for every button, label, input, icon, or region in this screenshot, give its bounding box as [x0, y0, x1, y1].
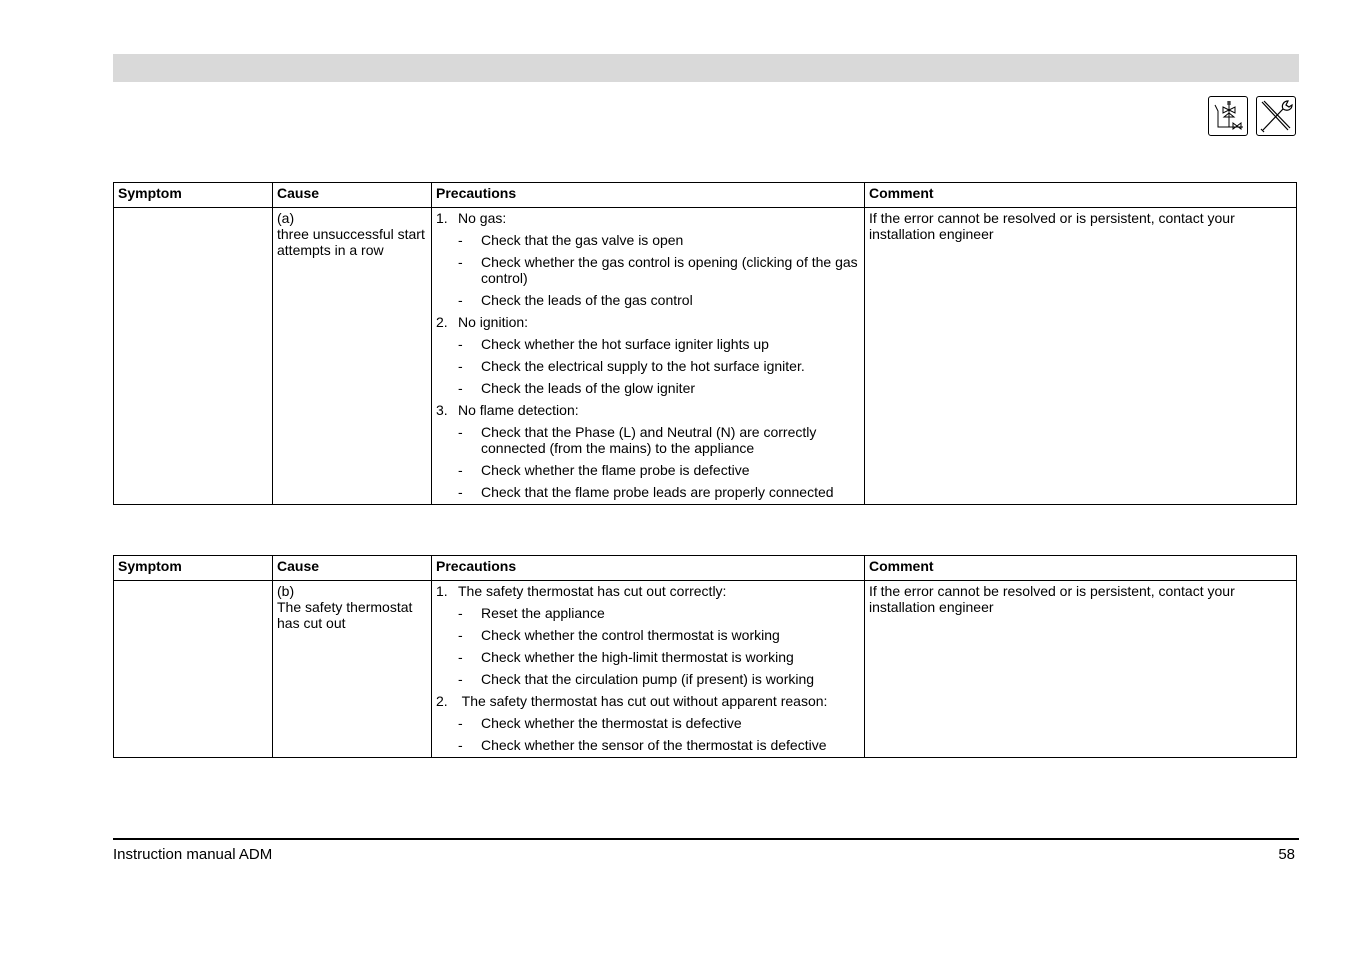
troubleshooting-table-b [113, 555, 1297, 758]
list-item: - Check the electrical supply to the hot surface igniter. [458, 358, 805, 374]
cause-text: The safety thermostat has cut out [277, 599, 413, 631]
page-number: 58 [1278, 846, 1295, 863]
list-item: - Check whether the high-limit thermostat is working [458, 649, 794, 665]
precaution-step: 3. No flame detection: [436, 402, 579, 418]
header-symptom: Symptom [114, 183, 273, 208]
gas-installation-icon [1208, 96, 1248, 136]
list-item: - Check whether the control thermostat is working [458, 627, 780, 643]
list-item: - Check that the circulation pump (if present) is working [458, 671, 815, 687]
cause-cell [273, 581, 432, 758]
symptom-cell [114, 581, 273, 758]
header-cause: Cause [273, 556, 432, 581]
header-symptom: Symptom [114, 556, 273, 581]
precaution-step: 2. No ignition: [436, 314, 529, 330]
list-item: - Check that the Phase (L) and Neutral (N) are correctly connected (from the mains) to the appliance [458, 424, 817, 456]
list-item: - Check that the flame probe leads are properly connected [458, 484, 834, 500]
list-item: - Check the leads of the glow igniter [458, 380, 696, 396]
header-precautions: Precautions [432, 556, 865, 581]
troubleshooting-table-a [113, 182, 1297, 505]
cause-letter: (a) [277, 210, 295, 226]
header-precautions: Precautions [432, 183, 865, 208]
header-comment: Comment [865, 556, 1297, 581]
tools-icon [1256, 96, 1296, 136]
list-item: - Check whether the hot surface igniter lights up [458, 336, 769, 352]
list-item: - Check the leads of the gas control [458, 292, 693, 308]
precaution-step: 1. No gas: [436, 210, 507, 226]
list-item: - Check whether the gas control is opening (clicking of the gas control) [458, 254, 858, 286]
precaution-bullets [436, 424, 860, 500]
precaution-bullets [436, 605, 860, 687]
table-header-row [114, 556, 1297, 581]
comment-cell: If the error cannot be resolved or is persistent, contact your installation engineer [865, 208, 1297, 505]
header-cause: Cause [273, 183, 432, 208]
precautions-cell [432, 581, 865, 758]
precaution-step: 1. The safety thermostat has cut out correctly: [436, 583, 727, 599]
symptom-cell [114, 208, 273, 505]
comment-cell: If the error cannot be resolved or is persistent, contact your installation engineer [865, 581, 1297, 758]
list-item: - Check whether the flame probe is defective [458, 462, 750, 478]
list-item: - Check whether the thermostat is defective [458, 715, 742, 731]
list-item: - Check whether the sensor of the thermostat is defective [458, 737, 827, 753]
cause-letter: (b) [277, 583, 295, 599]
list-item: - Check that the gas valve is open [458, 232, 684, 248]
header-comment: Comment [865, 183, 1297, 208]
precautions-cell [432, 208, 865, 505]
list-item: - Reset the appliance [458, 605, 605, 621]
header-bar [113, 54, 1299, 82]
precaution-bullets [436, 336, 860, 396]
cause-cell [273, 208, 432, 505]
table-header-row [114, 183, 1297, 208]
footer-rule [113, 838, 1299, 840]
table-row [114, 208, 1297, 505]
footer-title: Instruction manual ADM [113, 846, 273, 863]
precaution-bullets [436, 232, 860, 308]
precaution-bullets [436, 715, 860, 753]
precaution-step: 2. The safety thermostat has cut out without apparent reason: [436, 693, 828, 709]
table-row [114, 581, 1297, 758]
cause-text: three unsuccessful start attempts in a row [277, 226, 425, 258]
